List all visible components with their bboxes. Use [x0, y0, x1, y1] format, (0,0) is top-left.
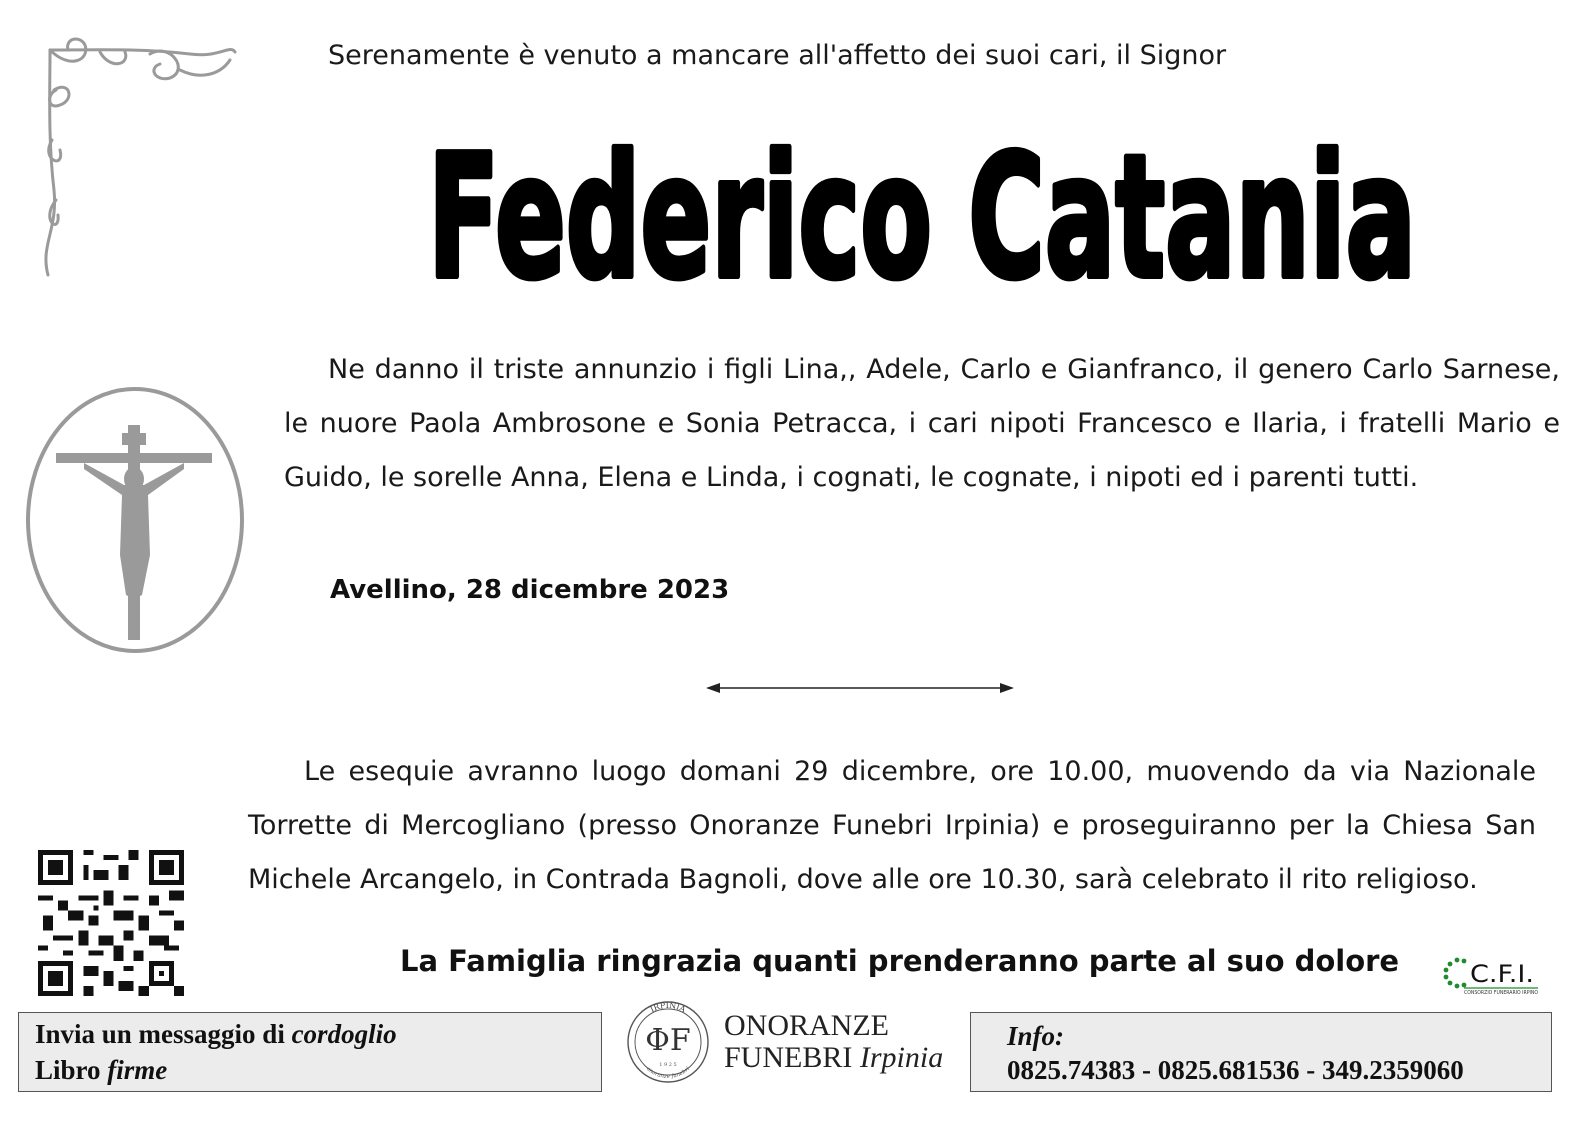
svg-text:IRPINIA	[649, 1001, 688, 1014]
guestbook-link[interactable]	[35, 1055, 167, 1086]
info-label: Info:	[1007, 1021, 1065, 1051]
logo-top-text: IRPINIA	[648, 1000, 688, 1015]
deceased-name	[428, 118, 1418, 308]
funeral-home-brand	[724, 1010, 943, 1074]
cfi-text: C.F.I.	[1470, 960, 1534, 988]
intro-text: Serenamente è venuto a mancare all'affetto dei suoi cari, il Signor	[328, 40, 1227, 71]
announcement-paragraph	[284, 343, 1560, 505]
guestbook-emph: firme	[107, 1055, 168, 1085]
guestbook-prefix: Libro	[35, 1055, 108, 1085]
condolence-box[interactable]	[18, 1012, 602, 1092]
brand-line-2a: FUNEBRI	[724, 1041, 860, 1074]
logo-year: 1 9 2 5	[659, 1062, 677, 1068]
funeral-home-logo-icon	[618, 990, 718, 1090]
info-box	[970, 1012, 1552, 1092]
cfi-subtext: CONSORZIO FUNERARIO IRPINO	[1464, 990, 1539, 996]
svg-text:ΦF: ΦF	[645, 1023, 691, 1058]
phone-numbers[interactable]: 0825.74383 - 0825.681536 - 349.2359060	[1007, 1055, 1464, 1085]
announcement-text: Ne danno il triste annunzio i figli Lina,, Adele, Carlo e Gianfranco, il genero Carlo Sarnese, le nuore Paola Ambrosone e Sonia Petracca, i cari nipoti Francesco e Ilaria, i fratelli Mario e Guido, le sorelle Anna, Elena e Linda, i cognati, le cognate, i nipoti ed i parenti tutti.	[284, 354, 1560, 493]
deceased-name-text: Federico Catania	[428, 119, 1416, 308]
brand-line-2	[724, 1042, 943, 1074]
family-thanks: La Famiglia ringrazia quanti prenderanno parte al suo dolore	[400, 944, 1400, 978]
place-date: Avellino, 28 dicembre 2023	[330, 575, 730, 605]
condolence-emph: cordoglio	[291, 1019, 397, 1049]
brand-line-1: ONORANZE	[724, 1009, 889, 1042]
divider-arrow-icon	[704, 678, 1016, 698]
corner-ornament-icon	[30, 30, 240, 290]
funeral-paragraph	[248, 745, 1536, 907]
crucifix-icon	[24, 385, 246, 655]
condolence-prefix: Invia un messaggio di	[35, 1019, 292, 1049]
funeral-text: Le esequie avranno luogo domani 29 dicembre, ore 10.00, muovendo da via Nazionale Torrette di Mercogliano (presso Onoranze Funebri Irpinia) e proseguiranno per la Chiesa San Michele Arcangelo, in Contrada Bagnoli, dove alle ore 10.30, sarà celebrato il rito religioso.	[248, 756, 1536, 895]
cfi-dots-icon	[1442, 950, 1540, 996]
logo-bottom-text: onoranze funebri	[645, 1066, 691, 1081]
condolence-link[interactable]	[35, 1019, 397, 1050]
brand-line-2b: Irpinia	[859, 1041, 944, 1074]
cfi-logo	[1442, 950, 1540, 996]
qr-code-icon[interactable]	[38, 850, 184, 996]
